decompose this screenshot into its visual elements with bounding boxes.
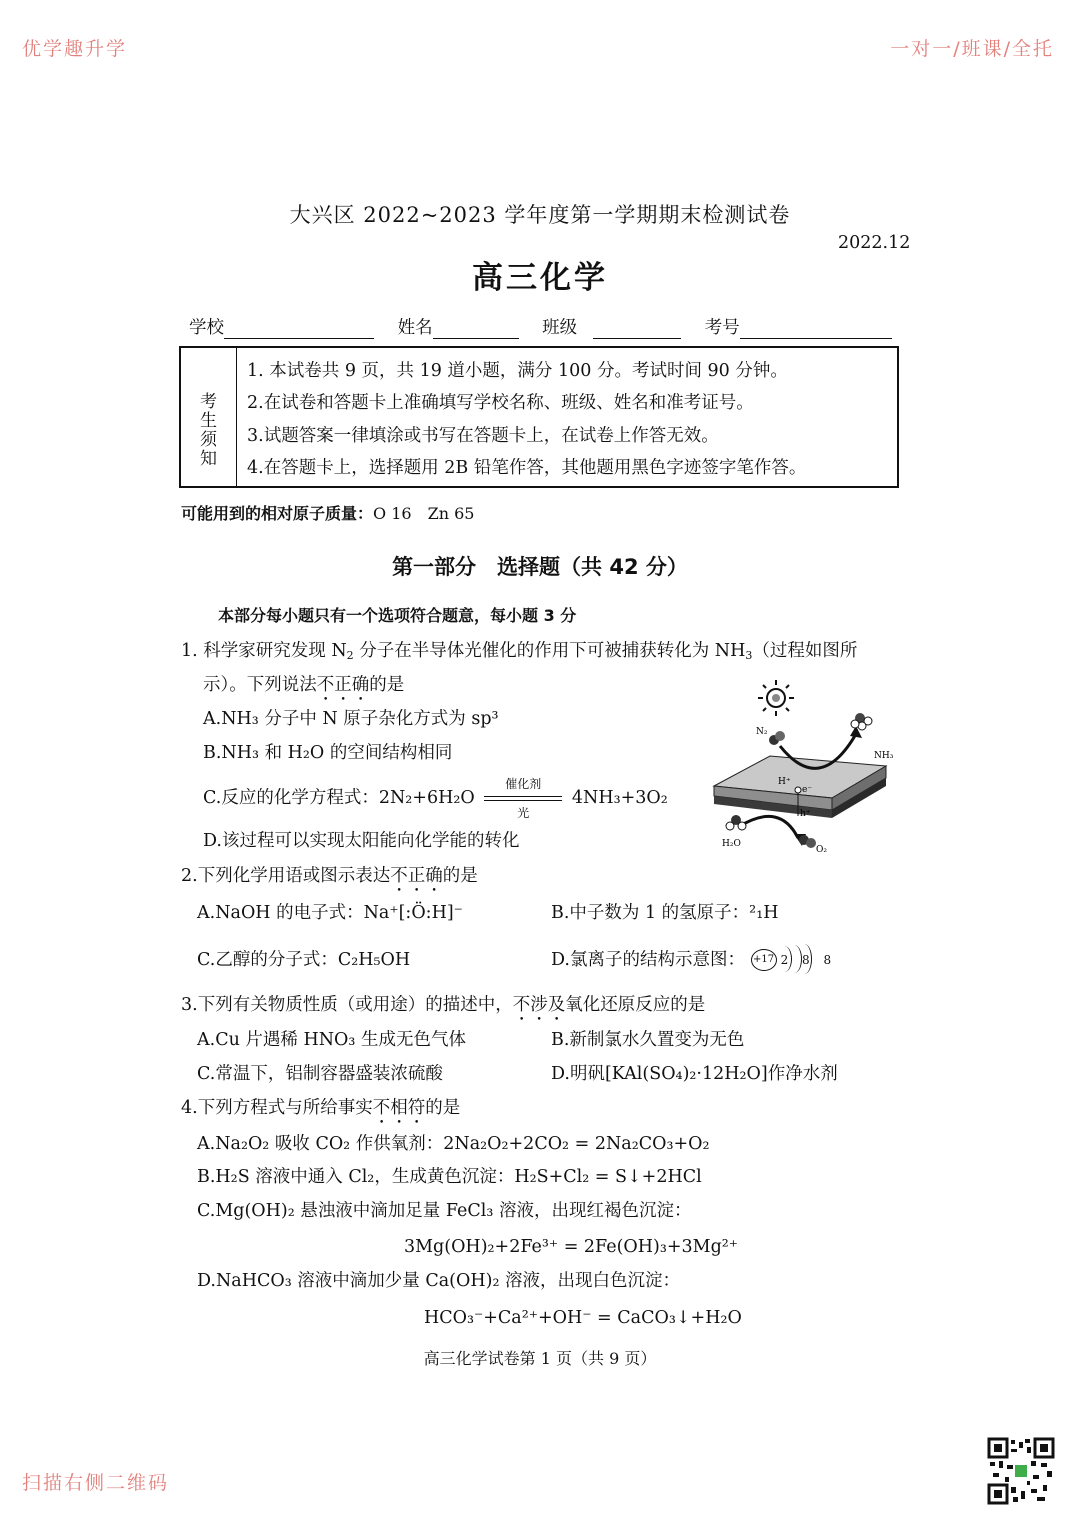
q2-option-d: D.氯离子的结构示意图： +17 2 8 8	[551, 949, 825, 971]
fig-electron: e⁻	[802, 785, 813, 795]
watermark-bottom: 扫描右侧二维码	[22, 1472, 170, 1494]
notice-side	[181, 348, 237, 486]
q1-stem-cont: 示）。下列说法不正确的是	[203, 675, 405, 695]
watermark-right: 一对一/班课/全托	[890, 38, 1054, 60]
photocatalysis-figure	[710, 678, 910, 858]
fig-n2: N₂	[756, 727, 768, 737]
page-title: 高三化学	[472, 260, 608, 296]
notice-item-4: 4.在答题卡上，选择题用 2B 铅笔作答，其他题用黑色字迹签字笔作答。	[247, 458, 807, 478]
name-field[interactable]	[433, 320, 519, 339]
q3-stem: 3.下列有关物质性质（或用途）的描述中，不涉及氧化还原反应的是	[181, 995, 706, 1015]
exam-title: 大兴区 2022~2023 学年度第一学期期末检测试卷	[289, 203, 791, 227]
atomic-mass-label: 可能用到的相对原子质量：	[181, 504, 374, 523]
chloride-ion-diagram	[751, 949, 837, 971]
atomic-mass	[181, 503, 474, 525]
q1-option-d: D.该过程可以实现太阳能向化学能的转化	[203, 831, 520, 851]
q4-stem: 4.下列方程式与所给事实不相符的是	[181, 1098, 461, 1118]
sun-icon	[758, 680, 794, 716]
q1-option-c: C.反应的化学方程式：2N₂+6H₂O 催化剂 光 4NH₃+3O₂	[203, 787, 668, 809]
section-instruction: 本部分每小题只有一个选项符合题意，每小题 3 分	[218, 606, 577, 625]
q2-emphasis: 不正确	[390, 866, 443, 886]
q4-emphasis: 不相符	[372, 1098, 426, 1118]
q1-light: 光	[517, 806, 530, 820]
fig-hplus: H⁺	[778, 777, 791, 787]
notice-item-3: 3.试题答案一律填涂或书写在答题卡上，在试卷上作答无效。	[247, 426, 719, 446]
atomic-mass-values: O 16 Zn 65	[373, 504, 475, 523]
q2-option-a: A.NaOH 的电子式：Na⁺[:Ö:H]⁻	[197, 903, 463, 923]
q4-option-b: B.H₂S 溶液中通入 Cl₂，生成黄色沉淀：H₂S+Cl₂ = S↓+2HCl	[197, 1167, 702, 1187]
exam-date: 2022.12	[838, 233, 911, 253]
q3-emphasis: 不涉及	[512, 995, 566, 1015]
q1-option-a: A.NH₃ 分子中 N 原子杂化方式为 sp³	[203, 709, 499, 729]
name-label: 姓名	[397, 318, 433, 338]
q3-option-a: A.Cu 片遇稀 HNO₃ 生成无色气体	[197, 1030, 466, 1050]
q3-option-d: D.明矾[KAl(SO₄)₂·12H₂O]作净水剂	[551, 1064, 838, 1084]
q4-option-c-equation: 3Mg(OH)₂+2Fe³⁺ = 2Fe(OH)₃+3Mg²⁺	[404, 1237, 739, 1257]
class-label: 班级	[542, 318, 578, 338]
page-footer: 高三化学试卷第 1 页（共 9 页）	[423, 1349, 657, 1368]
q1-stem: 1. 科学家研究发现 $N_2$ 分子在半导体光催化的作用下可被捕获转化为 $NH_3$（过程如图所	[181, 641, 858, 662]
fig-h2o: H₂O	[722, 839, 741, 849]
notice-box	[179, 346, 899, 488]
q3-option-b: B.新制氯水久置变为无色	[551, 1030, 745, 1050]
notice-side-label: 考生须知	[200, 392, 217, 469]
q2-stem: 2.下列化学用语或图示表达不正确的是	[181, 866, 478, 886]
chloride-nucleus: +17	[751, 949, 777, 971]
q2-option-b: B.中子数为 1 的氢原子：²₁H	[551, 903, 779, 923]
section-title: 第一部分 选择题（共 42 分）	[392, 555, 688, 579]
number-label: 考号	[704, 318, 740, 338]
q4-option-d-equation: HCO₃⁻+Ca²⁺+OH⁻ = CaCO₃↓+H₂O	[424, 1308, 742, 1328]
notice-item-1: 1. 本试卷共 9 页，共 19 道小题，满分 100 分。考试时间 90 分钟。	[247, 361, 788, 381]
q1-option-b: B.NH₃ 和 H₂O 的空间结构相同	[203, 743, 453, 763]
watermark-left: 优学趣升学	[22, 38, 128, 60]
q1-emphasis: 不正确	[316, 675, 370, 695]
chloride-shells: 2 8 8	[780, 953, 837, 967]
school-field[interactable]	[224, 320, 374, 339]
fig-o2: O₂	[816, 845, 827, 855]
fig-nh3: NH₃	[874, 751, 894, 761]
q4-option-c: C.Mg(OH)₂ 悬浊液中滴加足量 FeCl₃ 溶液，出现红褐色沉淀：	[197, 1201, 692, 1221]
q4-option-a: A.Na₂O₂ 吸收 CO₂ 作供氧剂：2Na₂O₂+2CO₂ = 2Na₂CO₃+O₂	[197, 1134, 710, 1154]
qr-code-icon[interactable]	[987, 1437, 1055, 1505]
info-fields	[189, 317, 892, 339]
q4-option-d: D.NaHCO₃ 溶液中滴加少量 Ca(OH)₂ 溶液，出现白色沉淀：	[197, 1271, 681, 1291]
q3-option-c: C.常温下，铝制容器盛装浓硫酸	[197, 1064, 443, 1084]
notice-item-2: 2.在试卷和答题卡上准确填写学校名称、班级、姓名和准考证号。	[247, 393, 754, 413]
number-field[interactable]	[740, 320, 892, 339]
q2-option-c: C.乙醇的分子式：C₂H₅OH	[197, 950, 411, 970]
school-label: 学校	[189, 318, 224, 338]
class-field[interactable]	[593, 320, 681, 339]
q1-catalyst: 催化剂	[505, 777, 542, 791]
fig-hole: h⁺	[800, 809, 811, 819]
